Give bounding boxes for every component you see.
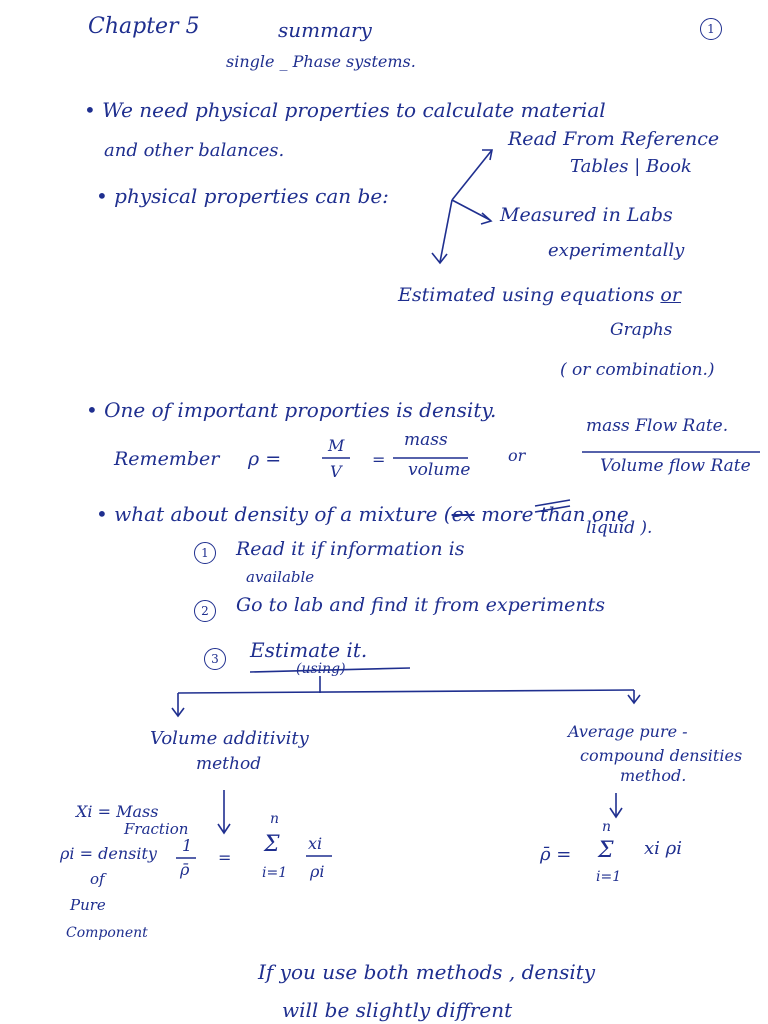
option2-number: 2	[194, 600, 216, 622]
right-sum-upper: n	[602, 819, 612, 835]
density-bullet: • One of important proporties is density.	[86, 398, 497, 422]
option3-number: 3	[204, 648, 226, 670]
page-number-badge: 1	[700, 18, 722, 40]
option2-text: Go to lab and find it from experiments	[236, 594, 606, 616]
combination-note: ( or combination.)	[560, 360, 715, 380]
footer-line2: will be slightly diffrent	[282, 998, 513, 1022]
legend-xi-line1: Xi = Mass	[76, 802, 159, 821]
left-formula-rhoi: ρi	[310, 862, 325, 881]
legend-rho-line2: of	[90, 870, 105, 888]
or-label: or	[508, 446, 526, 465]
branch-measured-line2: experimentally	[548, 240, 685, 261]
bullet1-line2: and other balances.	[104, 140, 285, 161]
footer-line1: If you use both methods , density	[258, 960, 596, 984]
frac-volume: volume	[408, 460, 471, 480]
left-method-title-line1: Volume additivity	[150, 728, 309, 749]
right-formula-term: xi ρi	[644, 838, 682, 859]
right-sum-lower: i=1	[596, 869, 622, 885]
legend-rho-line4: Component	[66, 925, 148, 941]
option1-number: 1	[194, 542, 216, 564]
branch-estimated-line2: Graphs	[610, 320, 673, 340]
mixture-question-line2: liquid ).	[586, 518, 653, 538]
legend-rho-line1: ρi = density	[60, 844, 157, 863]
remember-label: Remember	[114, 448, 220, 470]
left-formula-rhobar: ρ̄	[180, 860, 190, 879]
left-sum-upper: n	[270, 811, 280, 827]
branch-arrow-read	[452, 150, 492, 200]
left-formula-eq: =	[218, 848, 232, 867]
frac-m: M	[328, 436, 345, 455]
branch-arrow-measured	[452, 200, 490, 220]
left-method-title-line2: method	[196, 754, 262, 774]
right-method-title-line2: compound densities	[580, 746, 743, 765]
left-formula-xi: xi	[308, 834, 323, 853]
tree-bar	[178, 690, 634, 693]
option1-line1: Read it if information is	[236, 538, 465, 560]
left-sum-symbol: Σ	[264, 832, 280, 857]
crossed-out-text: ex	[451, 502, 475, 526]
branch-line-estimated	[440, 200, 452, 262]
summary-heading: summary	[278, 18, 372, 42]
right-method-title-line3: method.	[620, 766, 687, 785]
left-sum-lower: i=1	[262, 865, 288, 881]
subtitle: single _ Phase systems.	[226, 52, 416, 71]
frac-volume-flow: Volume flow Rate	[600, 456, 751, 476]
equals-sign: =	[372, 450, 386, 469]
branch-read-line2: Tables | Book	[570, 156, 692, 177]
right-sum-symbol: Σ	[598, 838, 614, 863]
option3-text: Estimate it.	[250, 638, 368, 662]
bullet2: • physical properties can be:	[96, 184, 389, 208]
legend-rho-line3: Pure	[70, 896, 106, 914]
mixture-question-line1: • what about density of a mixture (ex more than one	[96, 502, 629, 526]
left-formula-one: 1	[182, 836, 193, 855]
right-method-title-line1: Average pure -	[568, 722, 688, 741]
frac-mass: mass	[404, 430, 448, 450]
rho-equals: ρ =	[248, 448, 282, 470]
right-formula-lhs: ρ̄ =	[540, 844, 572, 865]
option1-line2: available	[246, 568, 315, 586]
branch-measured-line1: Measured in Labs	[500, 204, 673, 226]
frac-mass-flow: mass Flow Rate.	[586, 416, 729, 436]
frac-v: V	[330, 462, 342, 481]
option3-using: (using)	[296, 661, 346, 677]
legend-xi-line2: Fraction	[124, 820, 189, 838]
branch-read-line1: Read From Reference	[508, 128, 720, 150]
bullet1-line1: • We need physical properties to calculate material	[84, 98, 606, 122]
branch-arrow-estimated-head	[432, 253, 447, 263]
branch-estimated-line1: Estimated using equations or	[398, 284, 681, 306]
chapter-heading: Chapter 5	[88, 14, 200, 39]
